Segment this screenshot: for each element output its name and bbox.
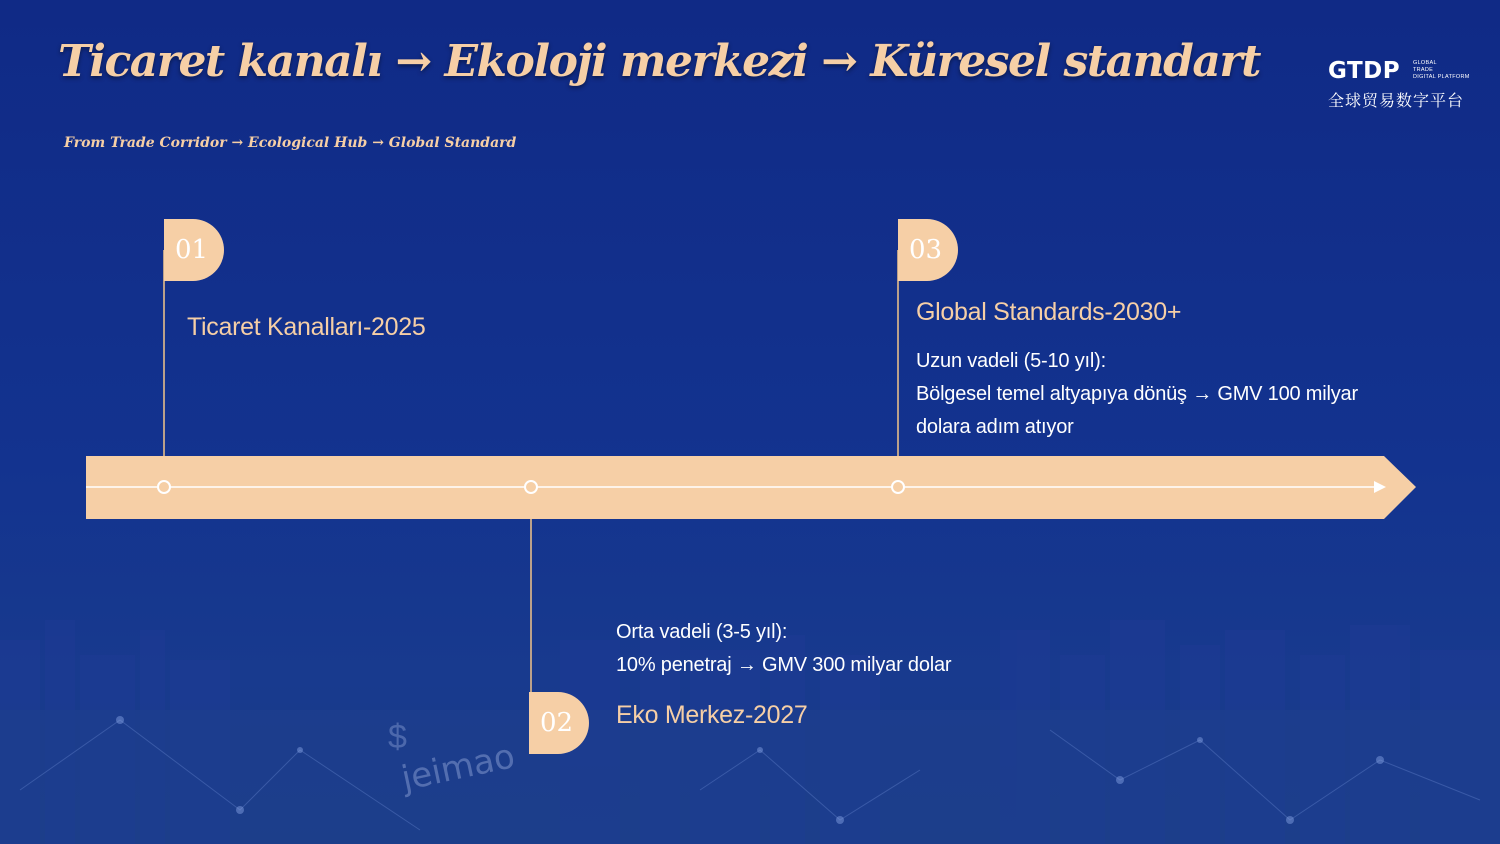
logo-small-line: GLOBAL — [1413, 60, 1437, 66]
stage-03-title: Global Standards-2030+ — [916, 298, 1182, 326]
stage-03-number: 03 — [898, 219, 958, 281]
stage-01-title: Ticaret Kanalları-2025 — [187, 313, 426, 341]
stage-02-stem — [530, 519, 532, 719]
timeline-dot-01 — [158, 481, 170, 493]
timeline-dot-03 — [892, 481, 904, 493]
timeline-dot-02 — [525, 481, 537, 493]
stage-01-number: 01 — [164, 219, 224, 281]
stage-02-number: 02 — [529, 692, 589, 754]
stage-03-desc-line: dolara adım atıyor — [916, 416, 1074, 438]
stage-03-desc-line: Uzun vadeli (5-10 yıl): — [916, 350, 1106, 372]
stage-03-desc-line: Bölgesel temel altyapıya dönüş → GMV 100 milyar — [916, 383, 1358, 405]
logo-main-text: GTDP — [1328, 58, 1401, 84]
page-title: Ticaret kanalı → Ekoloji merkezi → Küresel standart — [58, 36, 1260, 87]
stage-02-title: Eko Merkez-2027 — [616, 701, 808, 729]
stage-03-description — [916, 345, 1358, 444]
watermark-text: jeimao — [398, 736, 519, 800]
page-subtitle: From Trade Corridor → Ecological Hub → Global Standard — [64, 135, 517, 151]
logo-small-line: DIGITAL PLATFORM — [1413, 74, 1470, 80]
dollar-watermark-icon: $ — [388, 718, 407, 756]
logo-small-line: TRADE — [1413, 67, 1434, 73]
stage-02-desc-line: 10% penetraj → GMV 300 milyar dolar — [616, 654, 952, 676]
stage-02-description — [616, 616, 951, 682]
logo-chinese-text: 全球贸易数字平台 — [1328, 93, 1465, 110]
stage-02-desc-line: Orta vadeli (3-5 yıl): — [616, 621, 788, 643]
